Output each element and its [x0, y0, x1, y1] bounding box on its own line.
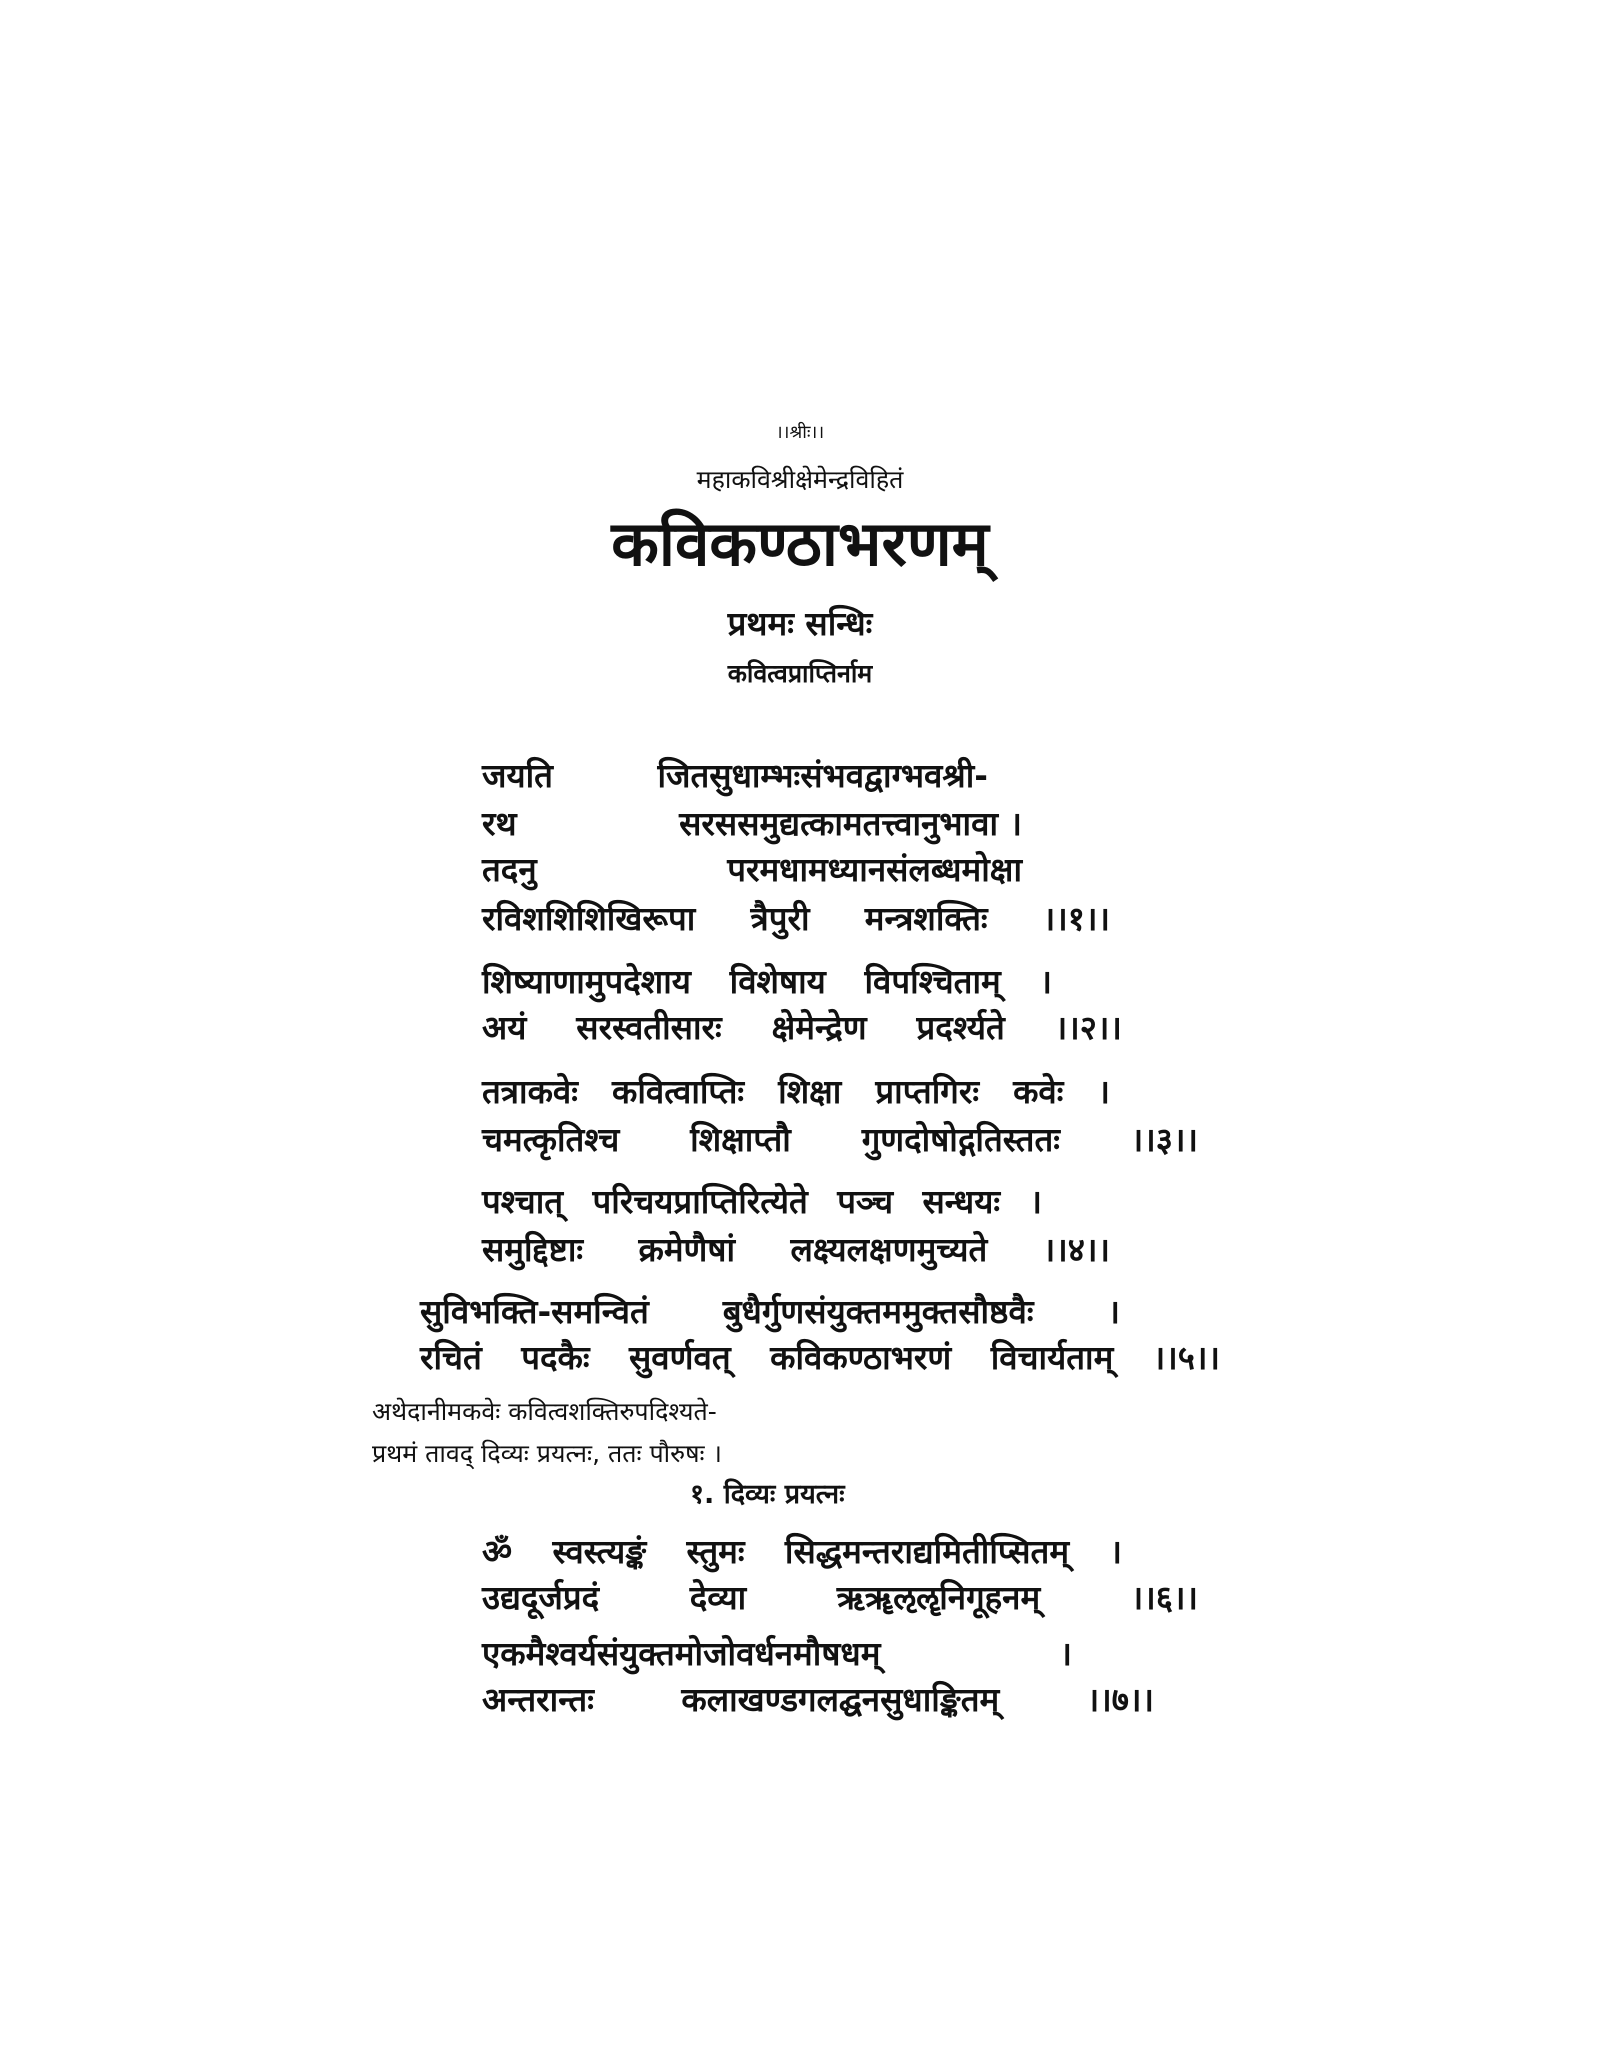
verse-line — [482, 1528, 1122, 1573]
verse-number: ।।४।। — [1042, 1230, 1110, 1269]
verse-number: ।।७।। — [1086, 1680, 1154, 1719]
verse-word: स्वस्त्यङ्कं — [552, 1532, 647, 1571]
verse-word: पदकैः — [521, 1338, 590, 1377]
verse-word: कवेः — [1013, 1072, 1064, 1111]
verse-word: अयं — [482, 1008, 527, 1047]
verse-line — [420, 1334, 1220, 1379]
verse-word: त्रैपुरी — [750, 899, 810, 938]
verse-number: ।।१।। — [1042, 899, 1110, 938]
verse-word: । — [1097, 1072, 1110, 1111]
verse-word: प्रदर्श्यते — [916, 1008, 1005, 1047]
verse-word: तत्राकवेः — [482, 1072, 578, 1111]
verse-line — [482, 1574, 1198, 1619]
verse-word: चमत्कृतिश्च — [482, 1120, 620, 1159]
verse-word: रथ — [482, 804, 517, 843]
verse-word: विपश्चिताम् — [864, 962, 1001, 1001]
verse-word: शिक्षाप्तौ — [690, 1120, 791, 1159]
prose-line: अथेदानीमकवेः कवित्वशक्तिरुपदिश्यते- — [372, 1397, 717, 1426]
verse-word: रविशशिशिखिरूपा — [482, 899, 696, 938]
verse-word: ऋॠऌॡनिगूहनम् — [836, 1578, 1041, 1617]
verse-word: । — [1039, 962, 1052, 1001]
verse-word: सुवर्णवत् — [628, 1338, 731, 1377]
verse-word: सिद्धमन्तराद्यमितीप्सितम् — [784, 1532, 1070, 1571]
verse-word: पञ्च — [837, 1182, 894, 1221]
verse-word: समुद्दिष्टाः — [482, 1230, 584, 1269]
verse-line — [482, 800, 1022, 845]
invocation: ।।श्रीः।। — [775, 422, 825, 443]
verse-line — [482, 1178, 1042, 1223]
verse-word: जितसुधाम्भःसंभवद्वाग्भवश्री- — [657, 756, 988, 795]
verse-word: प्राप्तगिरः — [875, 1072, 979, 1111]
verse-line — [482, 1116, 1198, 1161]
verse-word: । — [1109, 1532, 1122, 1571]
verse-word: । — [1107, 1292, 1120, 1331]
verse-word: ॐ — [482, 1532, 513, 1571]
verse-line — [482, 1004, 1122, 1049]
verse-word: कविकण्ठाभरणं — [770, 1338, 952, 1377]
verse-word: परिचयप्राप्तिरित्येते — [592, 1182, 808, 1221]
verse-number: ।।२।। — [1054, 1008, 1122, 1047]
page-title: कविकण्ठाभरणम् — [611, 507, 989, 580]
verse-line — [482, 1676, 1154, 1721]
verse-word: क्रमेणैषां — [638, 1230, 736, 1269]
verse-word: क्षेमेन्द्रेण — [771, 1008, 867, 1047]
verse-word: पश्चात् — [482, 1182, 564, 1221]
verse-word: तदनु — [482, 850, 537, 889]
chapter-heading: प्रथमः सन्धिः — [727, 604, 873, 643]
verse-word: लक्ष्यलक्षणमुच्यते — [790, 1230, 988, 1269]
verse-word: विशेषाय — [729, 962, 826, 1001]
section-heading: १. दिव्यः प्रयत्नः — [690, 1479, 845, 1510]
verse-word: कलाखण्डगलद्घनसुधाङ्कितम् — [681, 1680, 1000, 1719]
verse-word: मन्त्रशक्तिः — [864, 899, 988, 938]
verse-word: गुणदोषोद्गतिस्ततः — [861, 1120, 1060, 1159]
verse-word: सन्धयः — [922, 1182, 1001, 1221]
verse-line — [482, 958, 1052, 1003]
verse-line — [482, 752, 988, 797]
verse-word: उद्यदूर्जप्रदं — [482, 1578, 600, 1617]
verse-word: । — [1059, 1634, 1072, 1673]
verse-word: रचितं — [420, 1338, 482, 1377]
prose-line: प्रथमं तावद् दिव्यः प्रयत्नः, ततः पौरुषः । — [372, 1439, 723, 1468]
verse-word: एकमैश्वर्यसंयुक्तमोजोवर्धनमौषधम् — [482, 1634, 881, 1673]
verse-line — [420, 1288, 1120, 1333]
verse-line — [482, 846, 1022, 891]
verse-word: शिक्षा — [778, 1072, 842, 1111]
verse-line — [482, 1068, 1110, 1113]
verse-word: बुधैर्गुणसंयुक्तममुक्तसौष्ठवैः — [722, 1292, 1034, 1331]
verse-word: अन्तरान्तः — [482, 1680, 594, 1719]
verse-word: जयति — [482, 756, 553, 795]
verse-line — [482, 895, 1110, 940]
chapter-subheading: कवित्वप्राप्तिर्नाम — [727, 659, 873, 688]
verse-word: परमधामध्यानसंलब्धमोक्षा — [727, 850, 1022, 889]
verse-word: सरस्वतीसारः — [576, 1008, 722, 1047]
verse-number: ।।६।। — [1130, 1578, 1198, 1617]
verse-number: ।।५।। — [1152, 1338, 1220, 1377]
verse-word: सुविभक्ति-समन्वितं — [420, 1292, 649, 1331]
verse-number: ।।३।। — [1130, 1120, 1198, 1159]
verse-word: सरससमुद्यत्कामतत्त्वानुभावा । — [679, 804, 1022, 843]
verse-word: शिष्याणामुपदेशाय — [482, 962, 691, 1001]
attribution: महाकविश्रीक्षेमेन्द्रविहितं — [696, 465, 904, 494]
verse-word: स्तुमः — [686, 1532, 745, 1571]
verse-line — [482, 1630, 1072, 1675]
verse-word: । — [1029, 1182, 1042, 1221]
verse-word: विचार्यताम् — [990, 1338, 1114, 1377]
verse-word: देव्या — [689, 1578, 747, 1617]
verse-word: कवित्वाप्तिः — [612, 1072, 745, 1111]
verse-line — [482, 1226, 1110, 1271]
